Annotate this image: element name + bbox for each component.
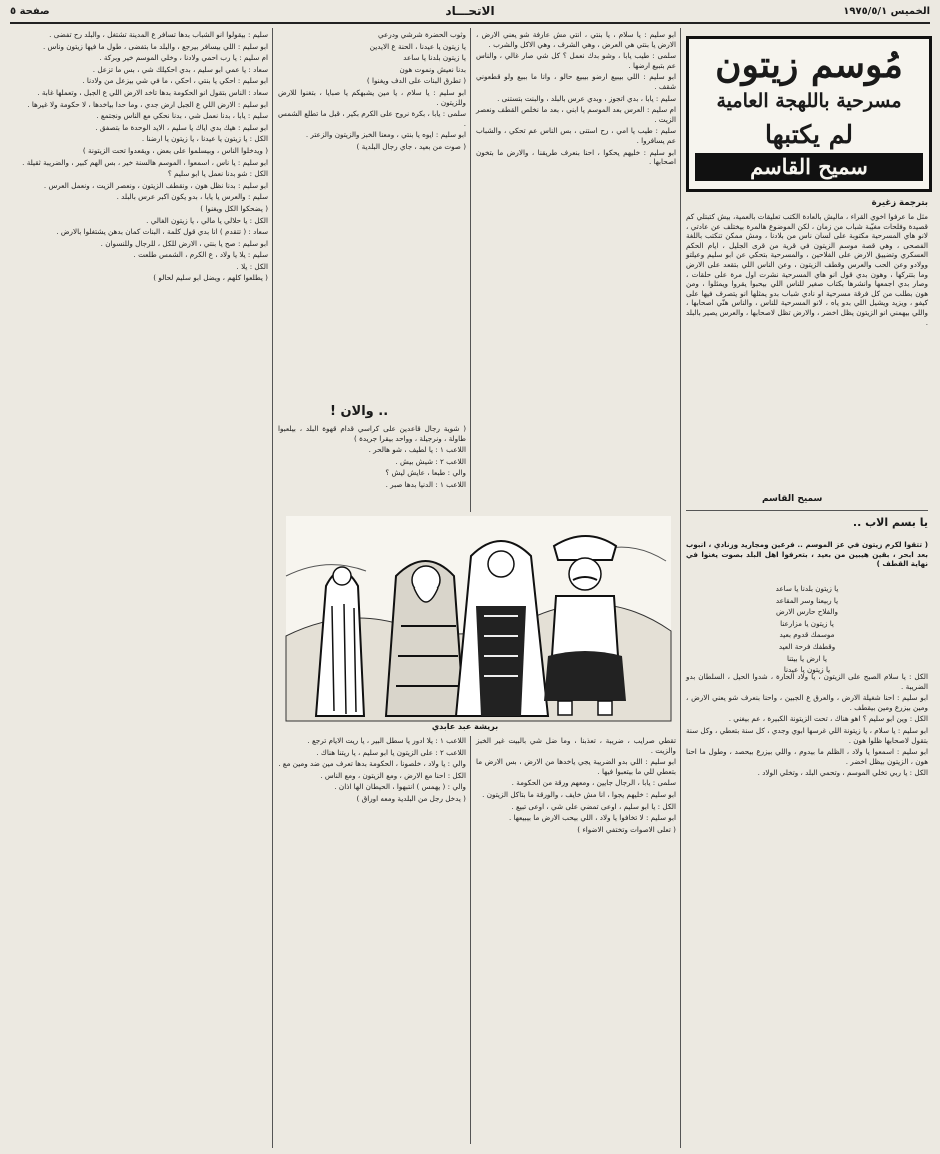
dialogue-line: ابو سليم : لا تخافوا يا ولاد ، اللي بيحب الارض ما بيبيعها .	[508, 813, 676, 823]
lower-middle-left-column	[476, 736, 676, 1144]
dialogue-line: ابو سليم : اللي بيسافر بيرجع ، والبلد ما بتفضى ، طول ما فيها زيتون وناس .	[42, 41, 268, 51]
dialogue-line: يا زيتون بلدنا يا ساعد	[403, 53, 466, 63]
dialogue-line: ( يضحكوا الكل ويغنوا )	[200, 203, 268, 213]
intro-divider	[686, 510, 928, 511]
middle-left-column	[476, 30, 676, 508]
dialogue-line: ( تعلى الاصوات وتختفي الاضواء )	[577, 824, 676, 834]
header-date: الخميس ١٩٧٥/٥/١	[843, 6, 930, 17]
section-intro: ( تتقوا لكرم زيتون في عز الموسم .. فرعين ومجاريد وزنادي ، انبوب بعد ابحر ، بقين هيبين من بعيد ، بتعرفوا اهل البلد بصوت يغنوا في نهاية القطف )	[686, 540, 928, 569]
song-line: يا زيتون يا مزارعنا	[780, 618, 834, 628]
column-divider	[272, 28, 273, 1148]
dialogue-line: ابو سليم : الارض اللي ع الجبل ارض جدي ، وما حدا بياخدها ، لا حكومة ولا غيرها .	[27, 99, 268, 109]
dialogue-line: سعاد : ( تتقدم ) انا بدي قول كلمة ، البنات كمان بدهن يشتغلوا بالارض .	[56, 227, 268, 237]
dialogue-line: الكل : احنا مع الارض ، ومع الزيتون ، ومع الناس .	[320, 770, 466, 780]
title-author: سميح القاسم	[695, 153, 923, 181]
illustration-caption: بريشة عبد عابدي	[431, 722, 499, 731]
dialogue-line: ابو سليم : هيك بدي اياك يا سليم ، الايد الوحدة ما بتصفق .	[95, 122, 268, 132]
dialogue-line: الكل : يلا .	[236, 261, 268, 271]
dialogue-line: ابو سليم : خليهم يجوا ، انا مش خايف ، والورقة ما بتاكل الزيتون .	[482, 789, 676, 799]
song-block	[686, 584, 928, 675]
dialogue-line: اللاعب ١ : يا لطيف ، شو هالحر .	[368, 445, 466, 455]
dialogue-line: الكل : يا حلالي يا مالي ، يا زيتون الغالي .	[146, 215, 268, 225]
song-line: يا ربيعنا وسر المقاعد	[775, 595, 839, 605]
dialogue-line: ( شوية رجال قاعدين على كراسي قدام قهوة البلد ، بيلعبوا طاولة ، ونرجيلة ، وواحد بيقرا جريدة )	[278, 424, 466, 443]
dialogue-line: الكل : يا ربي تخلي الموسم ، وتحمي البلد ، وتخلي الولاد .	[757, 768, 928, 778]
intro-body: مثل ما عرفوا اخوي القراء ، ماليش بالعادة الكتب تعليقات بالعمية، بيش كتبتلي كم قصيدة وفلحات مغيّبة شباب من زمان ، لكن الموضوع هالمرة بيختلف عن عادتي ، لانو هاي المسرحية مكتوبة على لسان ناس من بلادنا ، ومش ممكن تنكتب باللغة الفصحى ، وهي قصة موسم الزيتون في قرية من قرى الجليل ، ايام الحكم العسكري وتضييق الارض على الفلاحين ، والمسرحية بتحكي عن ابو سليم وعيلتو وولادو وعن الحب والعرس وقطف الزيتون ، وعن الناس اللي بتقعد على الارض وما بتتركها ، وهون بدي قول انو هاي المسرحية نشرت اول مرة على حلقات ، وصار بدي اجمعها وانشرها بكتاب صغير للناس اللي بيحبوا يقروا ويمثلوا ، ومن هون بطلب من كل فرقة مسرحية او نادي شباب بدو يمثلها انو يتصرف فيها على كيفو ، ويزيد ويشيل اللي بدو ياه ، لانو المسرحية للناس ، والناس هنّي اصحابها ، واللي بيهمني انو الزيتون يظل اخضر ، والارض تظل لاصحابها ، والعرس يصير بالبلد .	[686, 212, 928, 327]
dialogue-line: بدنا نعيش ونموت هون	[399, 64, 466, 74]
dialogue-line: ابو سليم : احنا شغيلة الارض ، والعرق ع الجبين ، واحنا بنعرف شو يعني الارض ، ومين بيزرع ومين بيقطف .	[686, 693, 928, 712]
dialogue-line: ابو سليم : يا سلام ، يا زيتونة اللي غرسها ابوي وجدي ، كل سنة بتعطي ، وكل سنة بتقول لاصحابها ظلوا هون .	[686, 725, 928, 745]
dialogue-line: الكل : شو بدنا نعمل يا ابو سليم ؟	[167, 169, 268, 179]
dialogue-line: ( ويدخلوا الناس ، وبيسلموا على بعض ، ويقعدوا تحت الزيتونة )	[82, 145, 268, 155]
illustration-drawing	[286, 516, 671, 721]
dialogue-line: تقطي صرايب ، ضريبة ، تعذبنا ، وما ضل شي بالبيت غير الخبز والزيت .	[476, 736, 676, 755]
figure-cloaked-woman	[316, 567, 364, 716]
song-line: يا ارض يا بيتنا	[786, 653, 828, 663]
dialogue-line: وثوب الحضرة شرشي ودرعي	[377, 30, 466, 39]
dialogue-line: ابو سليم : يا سلام ، يا مين يشبهكم يا صبايا ، بتغنوا للارض وللزيتون .	[278, 87, 466, 107]
lower-middle-center-column	[278, 736, 466, 1144]
dialogue-line: ابو سليم : احكي يا بنتي ، احكي ، ما في شي بيزعل من ولادنا .	[82, 76, 268, 86]
figure-old-man	[386, 561, 464, 716]
dialogue-line: ( صوت من بعيد ، جاي رجال البلدية )	[356, 141, 466, 151]
dialogue-line: الكل : يا ابو سليم ، اوعى تمضي على شي ، اوعى تبيع .	[511, 801, 676, 811]
dialogue-line: سليم : يلا يا ولاد ، ع الكرم ، الشمس طلعت .	[133, 250, 268, 260]
dialogue-line: والي : يا ولاد ، خلصونا ، الحكومة بدها تعرف مين ضد ومين مع .	[278, 759, 466, 769]
page-header	[10, 4, 930, 22]
song-line: موسمك قدوم بعيد	[779, 630, 835, 640]
dialogue-line: سليم : والعرس يا يابا ، بدو يكون اكبر عرس بالبلد .	[116, 192, 268, 202]
dialogue-line: سعاد : يا عمي ابو سليم ، بدي احكيلك شي ، بس ما تزعل .	[92, 64, 268, 74]
illustration	[286, 516, 671, 721]
dialogue-line: ابو سليم : صح يا بنتي ، الارض للكل ، للرجال وللنسوان .	[100, 238, 268, 248]
song-line: يا زيتون يا عيدنا	[783, 665, 831, 675]
title-subtitle: مسرحية باللهجة العامية	[716, 90, 902, 112]
dialogue-line: ابو سليم : خليهم يحكوا ، احنا بنعرف طريقنا ، والارض ما بتخون اصحابها .	[476, 147, 676, 167]
dialogue-line: ابو سليم : اللي بدو الضريبة يجي ياخدها من الارض ، بس الارض ما بتعطي للي ما بيتعبوا فيها .	[476, 757, 676, 776]
dialogue-line: ابو سليم : ايوه يا بنتي ، ومعنا الخبز والزيتون والزعتر .	[305, 130, 466, 140]
intro-byline: بترجمة زغيرة	[871, 198, 928, 208]
dialogue-line: سعاد : الناس بتقول انو الحكومة بدها تاخد الارض اللي ع الجبل ، وتعملها غابة .	[37, 87, 268, 97]
section-heading: يا بسم الاب ..	[852, 516, 928, 529]
dialogue-line: سلمى : يابا ، الرجال جايين ، ومعهم ورقة من الحكومة .	[511, 778, 676, 788]
dialogue-line: ( يطلعوا كلهم ، ويضل ابو سليم لحالو )	[153, 273, 268, 283]
dialogue-line: الكل : وين ابو سليم ؟ اهو هناك ، تحت الزيتونة الكبيرة ، عم بيغني .	[728, 714, 928, 724]
header-rule	[10, 22, 930, 24]
song-line: والفلاح حارس الارض	[776, 607, 838, 617]
title-main: مُوسم زيتون	[715, 44, 903, 86]
figure-veiled-woman	[456, 541, 548, 716]
dialogue-line: والي : ( يهمس ) انتبهوا ، الحيطان الها اذان .	[334, 782, 466, 792]
figure-villager-man	[544, 536, 626, 715]
dialogue-line: سليم : طيب يا امي ، رح استنى ، بس الناس عم تحكي ، والشباب عم يسافروا .	[476, 126, 676, 145]
right-dialogue	[686, 672, 928, 1142]
dialogue-line: سليم : بيقولوا انو الشباب بدها تسافر ع المدينة تشتغل ، والبلد رح تفضى .	[49, 30, 268, 39]
column-divider	[680, 28, 681, 1148]
middle-center-column	[278, 30, 466, 400]
song-line: وقطفك فرحة العيد	[778, 641, 836, 651]
dialogue-line: ابو سليم : يا سلام ، يا بنتي ، انتي مش عارفة شو يعني الارض ، الارض يا بنتي هي العرض ، وهي الشرف ، وهي الاكل والشرب .	[476, 30, 676, 49]
dialogue-line: سليم : يابا ، بدي اتجوز ، وبدي عرس بالبلد ، والبنت بتستنى .	[497, 93, 676, 103]
title-author-intro: لم يكتبها	[765, 120, 853, 149]
dialogue-line: الكل : يا سلام الصبح على الزيتون ، يا ولاد الحارة ، شدوا الحيل ، السلطان بدو الضريبة .	[686, 672, 928, 691]
dialogue-line: ام سليم : العرس بعد الموسم يا ابني ، بعد ما نخلص القطف ونعصر الزيت .	[476, 105, 676, 124]
title-box	[686, 36, 932, 192]
middle-center-lower	[278, 424, 466, 510]
dialogue-line: سلمى : يابا ، بكرة نروح على الكرم بكير ، قبل ما تطلع الشمس .	[278, 109, 466, 128]
dialogue-line: اللاعب ٢ : على الزيتون يا ابو سليم ، يا ريتنا هناك .	[316, 747, 466, 757]
dialogue-line: اللاعب ١ : يلا ادور يا سطل البير ، يا ريت الايام ترجع .	[307, 736, 466, 745]
dialogue-line: ام سليم : يا رب احمي ولادنا ، وخلي الموسم خير وبركة .	[99, 53, 268, 63]
dialogue-line: الكل : يا زيتون يا عيدنا ، يا زيتون يا ارضنا .	[141, 134, 268, 144]
dialogue-line: سلمى : طيب يابا ، وشو بدك نعمل ؟ كل شي صار غالي ، والناس عم بتبيع ارضها .	[476, 51, 676, 70]
column-divider	[470, 28, 471, 512]
dialogue-line: والي : طبعا ، عايش ليش ؟	[385, 468, 466, 478]
dialogue-line: ابو سليم : اسمعوا يا ولاد ، الظلم ما بيدوم ، واللي بيزرع بيحصد ، وطول ما احنا هون ، الزيتون بيظل اخضر .	[686, 747, 928, 766]
intro-signature: سميح القاسم	[762, 494, 823, 504]
header-page-number: صفحة ٥	[10, 6, 50, 17]
header-newspaper-name: الاتحـــاد	[445, 4, 495, 18]
column-divider	[470, 736, 471, 1144]
dialogue-line: ( تطرق البنات على الدف ويغنوا )	[366, 76, 466, 86]
dialogue-line: ابو سليم : بدنا نظل هون ، ونقطف الزيتون ، ونعصر الزيت ، ونعمل العرس .	[43, 180, 268, 190]
dialogue-line: يا زيتون يا عيدنا ، الحنة ع الايدين	[369, 41, 466, 51]
dialogue-line: ابو سليم : اللي بيبيع ارضو بيبيع حالو ، وانا ما ببيع ولو قطعوني شقف .	[476, 72, 676, 91]
middle-heading: .. والان !	[330, 404, 389, 419]
song-line: يا زيتون بلدنا يا ساعد	[775, 584, 839, 593]
dialogue-line: سليم : يابا ، بدنا نعمل شي ، بدنا نحكي مع الناس ونجتمع .	[96, 111, 268, 121]
dialogue-line: اللاعب ٢ : شيش بيش .	[395, 456, 466, 466]
dialogue-line: اللاعب ١ : الدنيا بدها صبر .	[385, 479, 466, 489]
dialogue-line: ( يدخل رجل من البلدية ومعه اوراق )	[356, 793, 466, 803]
dialogue-line: ابو سليم : يا ناس ، اسمعوا ، الموسم هالسنة خير ، بس الهم كبير ، والضريبة ثقيلة .	[22, 157, 268, 167]
left-column	[12, 30, 268, 1144]
